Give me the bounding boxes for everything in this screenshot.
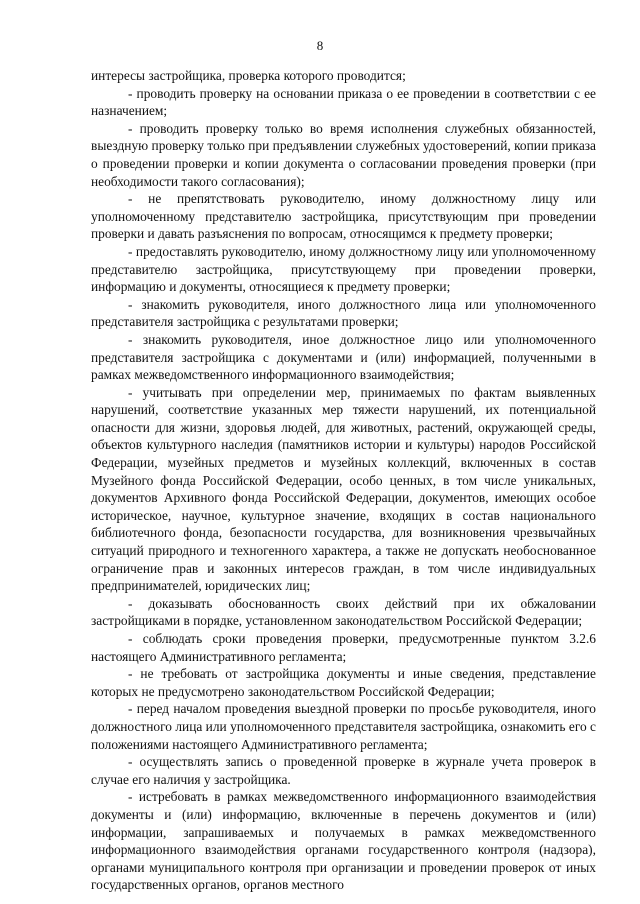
paragraph: интересы застройщика, проверка которого проводится;	[91, 68, 406, 83]
paragraph: - осуществлять запись о проведенной проверке в журнале учета проверок в случае его наличия у застройщика.	[91, 754, 596, 787]
paragraph: - знакомить руководителя, иного должностного лица или уполномоченного представителя застройщика с результатами проверки;	[91, 296, 596, 330]
paragraph: - не требовать от застройщика документы и иные сведения, представление которых не предусмотрено законодательством Российской Федерации;	[91, 666, 596, 699]
paragraph: - перед началом проведения выездной проверки по просьбе руководителя, иного должностного лица или уполномоченного представителя застройщика, ознакомить его с положениями настоящего Административного регламента;	[91, 701, 596, 752]
paragraph: - истребовать в рамках межведомственного информационного взаимодействия документы и (или) информацию, включенные в перечень документов и (или) информации, запрашиваемых и получаемых в рамках межведомственного информационного взаимодействия органами государственного контроля (надзора), органами муниципального контроля при организации и проведении проверок от иных государственных органов, органов местного	[91, 789, 596, 893]
paragraph: - знакомить руководителя, иное должностное лицо или уполномоченного представителя застройщика с документами и (или) информацией, полученными в рамках межведомственного информационного взаимодействия;	[91, 331, 596, 383]
paragraph: - доказывать обоснованность своих действий при их обжаловании застройщиками в порядке, установленном законодательством Российской Федерации;	[91, 595, 596, 629]
paragraph: - не препятствовать руководителю, иному должностному лицу или уполномоченному представителю застройщика, присутствующим при проведении проверки и давать разъяснения по вопросам, относящимся к предмету проверки;	[91, 191, 596, 242]
paragraph: - соблюдать сроки проведения проверки, предусмотренные пунктом 3.2.6 настоящего Административного регламента;	[91, 631, 596, 664]
document-body	[91, 67, 596, 894]
paragraph: - предоставлять руководителю, иному должностному лицу или уполномоченному представителю застройщика, присутствующему при проведении проверки, информацию и документы, относящиеся к предмету проверки;	[91, 243, 596, 295]
paragraph: - учитывать при определении мер, принимаемых по фактам выявленных нарушений, соответствие указанных мер тяжести нарушений, их потенциальной опасности для жизни, здоровья людей, для животных, растений, окружающей среды, объектов культурного наследия (памятников истории и культуры) народов Российской Федерации, музейных предметов и музейных коллекций, включенных в состав Музейного фонда Российской Федерации, особо ценных, в том числе уникальных, документов Архивного фонда Российской Федерации, документов, имеющих особое историческое, научное, культурное значение, входящих в состав национального библиотечного фонда, безопасности государства, для возникновения чрезвычайных ситуаций природного и техногенного характера, а также не допускать необоснованное ограничение прав и законных интересов граждан, в том числе индивидуальных предпринимателей, юридических лиц;	[91, 384, 596, 594]
paragraph: - проводить проверку на основании приказа о ее проведении в соответствии с ее назначением;	[91, 85, 596, 119]
page-number: 8	[316, 38, 324, 53]
paragraph: - проводить проверку только во время исполнения служебных обязанностей, выездную проверку только при предъявлении служебных удостоверений, копии приказа о проведении проверки и копии документа о согласовании проведения проверки (при необходимости такого согласования);	[91, 120, 596, 189]
